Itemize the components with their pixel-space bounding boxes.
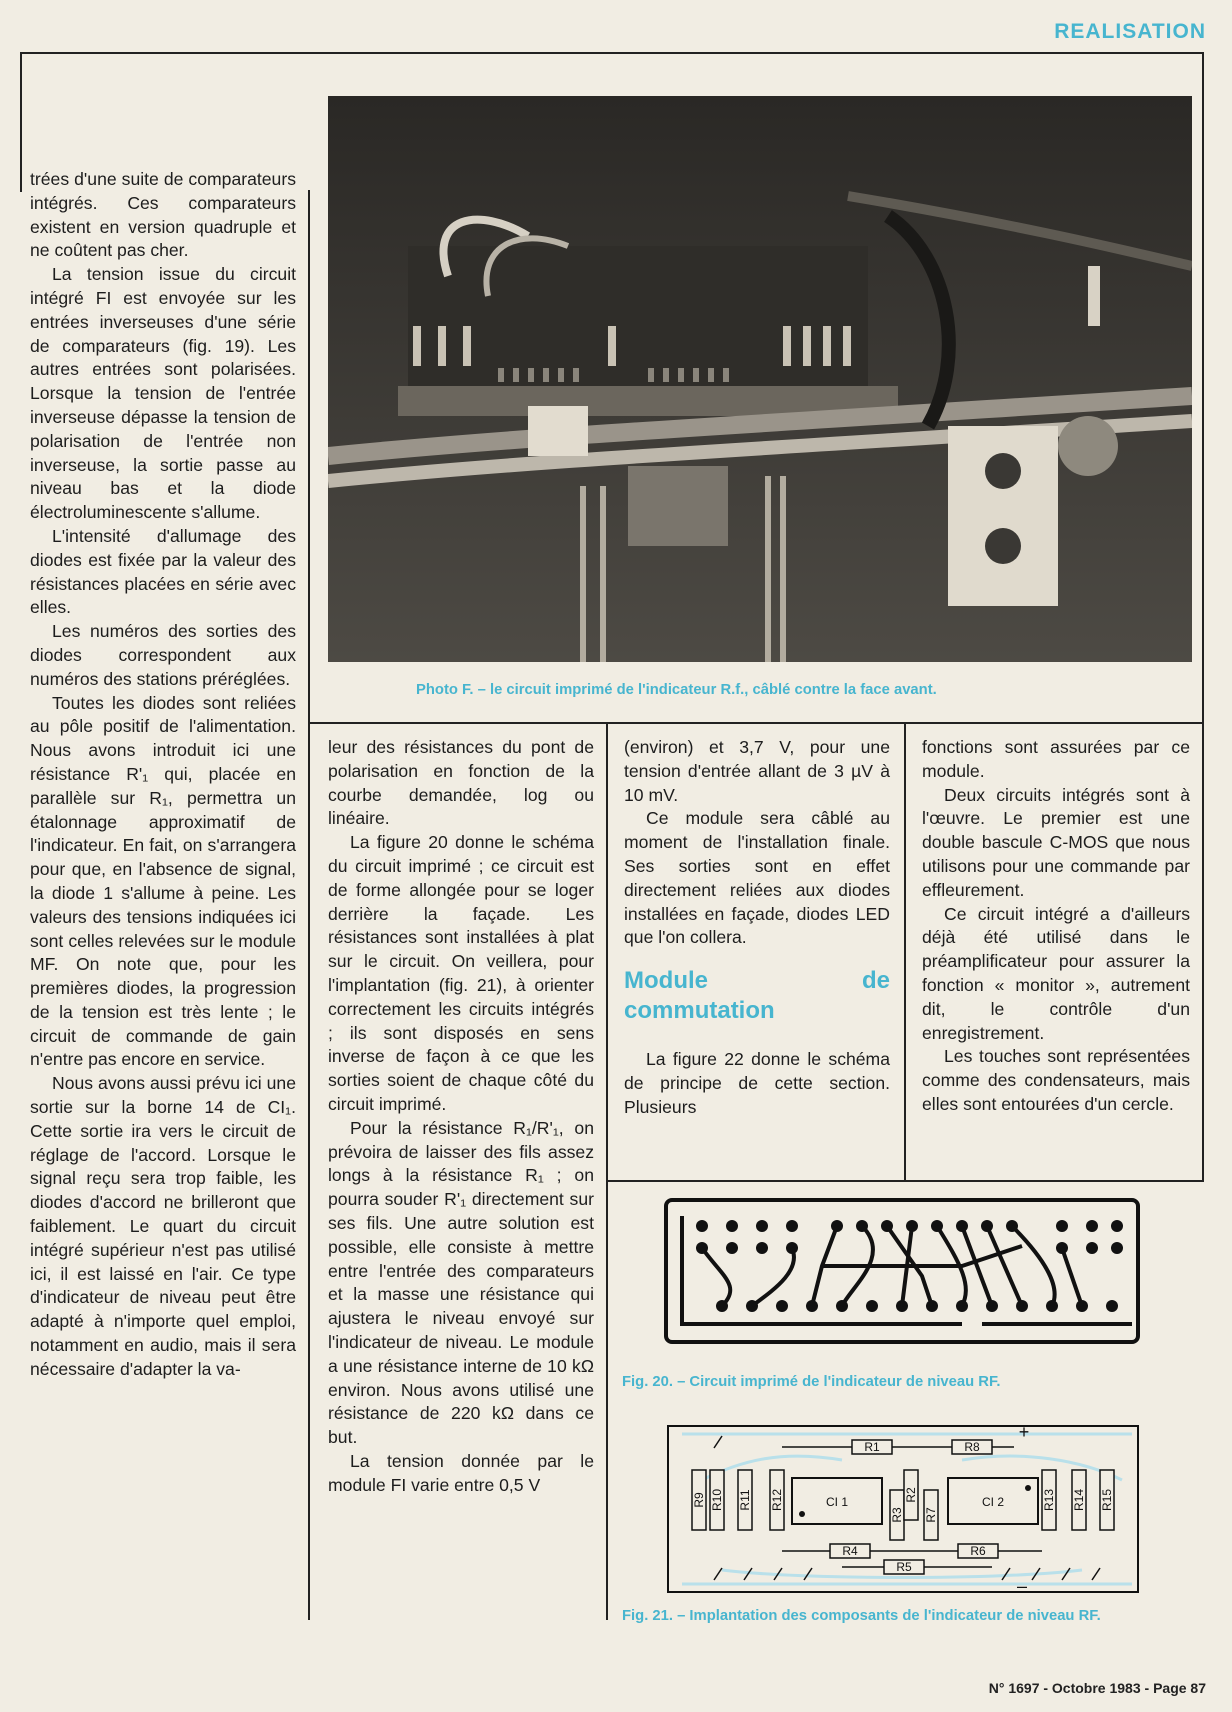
figures-top-rule bbox=[606, 1180, 1204, 1182]
col4-paragraph: Les touches sont représentées comme des condensateurs, mais elles sont entourées d'un cercle. bbox=[922, 1046, 1190, 1114]
component-layout-svg bbox=[662, 1420, 1146, 1600]
col4-paragraph: fonctions sont assurées par ce module. bbox=[922, 737, 1190, 781]
col3-paragraph: Ce module sera câblé au moment de l'installation finale. Ses sorties sont en effet directement reliées aux diodes installées en façade, diodes LED que l'on collera. bbox=[624, 808, 890, 948]
col1-paragraph: Toutes les diodes sont reliées au pôle positif de l'alimentation. Nous avons introduit ici une résistance R'₁ qui, placée en parallèle sur R₁, permettra un étalonnage approximatif de l'indicateur. En fait, on s'arrangera pour que, en l'absence de signal, la diode 1 s'allume à peine. Les valeurs des tensions indiquées ici sont celles relevées sur le module MF. On note que, pour les premières diodes, la progression de la tension est très lente ; le circuit de commande de gain n'entre pas encore en service. bbox=[30, 692, 296, 1070]
col1-paragraph: trées d'une suite de comparateurs intégrés. Ces comparateurs existent en version quadruple et ne coûtent pas cher. bbox=[30, 169, 296, 261]
col2-divider bbox=[606, 724, 608, 1620]
column-2 bbox=[328, 736, 594, 1498]
col3-divider bbox=[904, 724, 906, 1180]
col2-paragraph: La tension donnée par le module FI varie entre 0,5 V bbox=[328, 1450, 594, 1495]
column-4 bbox=[922, 736, 1190, 1117]
plus-label: + bbox=[1018, 1422, 1030, 1442]
r2-label: R2 bbox=[904, 1487, 918, 1503]
r14-label: R14 bbox=[1072, 1488, 1086, 1512]
frame-top-rule bbox=[20, 52, 1204, 54]
r7-label: R7 bbox=[924, 1507, 938, 1523]
frame-right-rule bbox=[1202, 52, 1204, 1182]
r9-label: R9 bbox=[692, 1492, 706, 1508]
photo-f bbox=[328, 96, 1192, 662]
r11-label: R11 bbox=[738, 1489, 752, 1511]
column-1 bbox=[30, 168, 296, 1382]
fig21-component-layout bbox=[662, 1420, 1146, 1605]
fig21-caption: Fig. 21. – Implantation des composants de l'indicateur de niveau RF. bbox=[622, 1608, 1101, 1624]
r10-label: R10 bbox=[710, 1488, 724, 1512]
col4-paragraph: Deux circuits intégrés sont à l'œuvre. Le premier est une double bascule C-MOS que nous utilisons pour une commande par effleurement. bbox=[922, 784, 1190, 900]
col2-paragraph: Pour la résistance R₁/R'₁, on prévoira de laisser des fils assez longs à la résistance R₁ ; on pourra souder R'₁ directement sur ses fils. Une autre solution est possible, elle consiste à mettre entre l'entrée des comparateurs et la masse une résistance qui ajustera le niveau envoyé sur l'indicateur de niveau. Le module a une résistance interne de 10 kΩ environ. Nous avons utilisé une résistance de 220 kΩ dans ce but. bbox=[328, 1117, 594, 1448]
r12-label: R12 bbox=[770, 1488, 784, 1512]
fig20-pcb-drawing bbox=[662, 1196, 1142, 1351]
pcb-layout bbox=[662, 1196, 1142, 1346]
photo-bottom-rule bbox=[308, 722, 1204, 724]
r6-label: R6 bbox=[970, 1544, 986, 1558]
col1-divider bbox=[308, 190, 310, 1620]
col1-paragraph: L'intensité d'allumage des diodes est fixée par la valeur des résistances placées en série avec elles. bbox=[30, 525, 296, 618]
col2-paragraph: La figure 20 donne le schéma du circuit imprimé ; ce circuit est de forme allongée pour se loger derrière la façade. Les résistances sont installées à plat sur le circuit. On veillera, pour l'implantation (fig. 21), à orienter correctement les circuits intégrés ; ils sont disposés en sens inverse de façon à ce que les sorties soient de chaque côté du circuit imprimé. bbox=[328, 832, 594, 1114]
minus-label: – bbox=[1016, 1576, 1028, 1596]
r15-label: R15 bbox=[1100, 1488, 1114, 1512]
col3-paragraph: La figure 22 donne le schéma de principe de cette section. Plusieurs bbox=[624, 1049, 890, 1117]
col1-paragraph: Les numéros des sorties des diodes correspondent aux numéros des stations préréglées. bbox=[30, 621, 296, 689]
r5-label: R5 bbox=[896, 1560, 912, 1574]
frame-left-rule bbox=[20, 52, 22, 192]
col1-paragraph: Nous avons aussi prévu ici une sortie sur la borne 14 de CI₁. Cette sortie ira vers le circuit de réglage de l'accord. Lorsque le signal reçu sera trop faible, les diodes d'accord ne brilleront que faiblement. Le quart du circuit intégré supérieur n'est pas utilisé ici, il est laissé en l'air. Ce type d'indicateur de niveau peut être adapté à n'importe quel emploi, notamment en audio, mais il sera nécessaire d'adapter la va- bbox=[30, 1073, 296, 1379]
column-3 bbox=[624, 736, 890, 1120]
page-footer: N° 1697 - Octobre 1983 - Page 87 bbox=[988, 1680, 1206, 1696]
photo-f-image bbox=[328, 96, 1192, 662]
col3-paragraph: (environ) et 3,7 V, pour une tension d'entrée allant de 3 µV à 10 mV. bbox=[624, 737, 890, 805]
r3-label: R3 bbox=[890, 1507, 904, 1523]
ci2-label: CI 2 bbox=[981, 1495, 1005, 1509]
col2-paragraph: leur des résistances du pont de polarisation en fonction de la courbe demandée, log ou linéaire. bbox=[328, 737, 594, 829]
r8-label: R8 bbox=[964, 1440, 980, 1454]
photo-caption: Photo F. – le circuit imprimé de l'indicateur R.f., câblé contre la face avant. bbox=[416, 682, 937, 698]
section-label: REALISATION bbox=[1054, 20, 1206, 43]
ci1-label: CI 1 bbox=[825, 1495, 849, 1509]
r4-label: R4 bbox=[842, 1544, 858, 1558]
col1-paragraph: La tension issue du circuit intégré FI est envoyée sur les entrées inverseuses d'une série de comparateurs (fig. 19). Les autres entrées sont polarisées. Lorsque la tension de l'entrée inverseuse dépasse la tension de polarisation de l'entrée non inverseuse, la sortie passe au niveau bas et la diode électroluminescente s'allume. bbox=[30, 264, 296, 523]
col4-paragraph: Ce circuit intégré a d'ailleurs déjà été utilisé dans le préamplificateur pour assurer la fonction « monitor », autrement dit, le contrôle d'un enregistrement. bbox=[922, 903, 1190, 1043]
fig20-caption: Fig. 20. – Circuit imprimé de l'indicateur de niveau RF. bbox=[622, 1374, 1001, 1390]
r13-label: R13 bbox=[1042, 1488, 1056, 1512]
r1-label: R1 bbox=[864, 1440, 880, 1454]
section-heading-module-commutation: Module de commutation bbox=[624, 967, 890, 1025]
